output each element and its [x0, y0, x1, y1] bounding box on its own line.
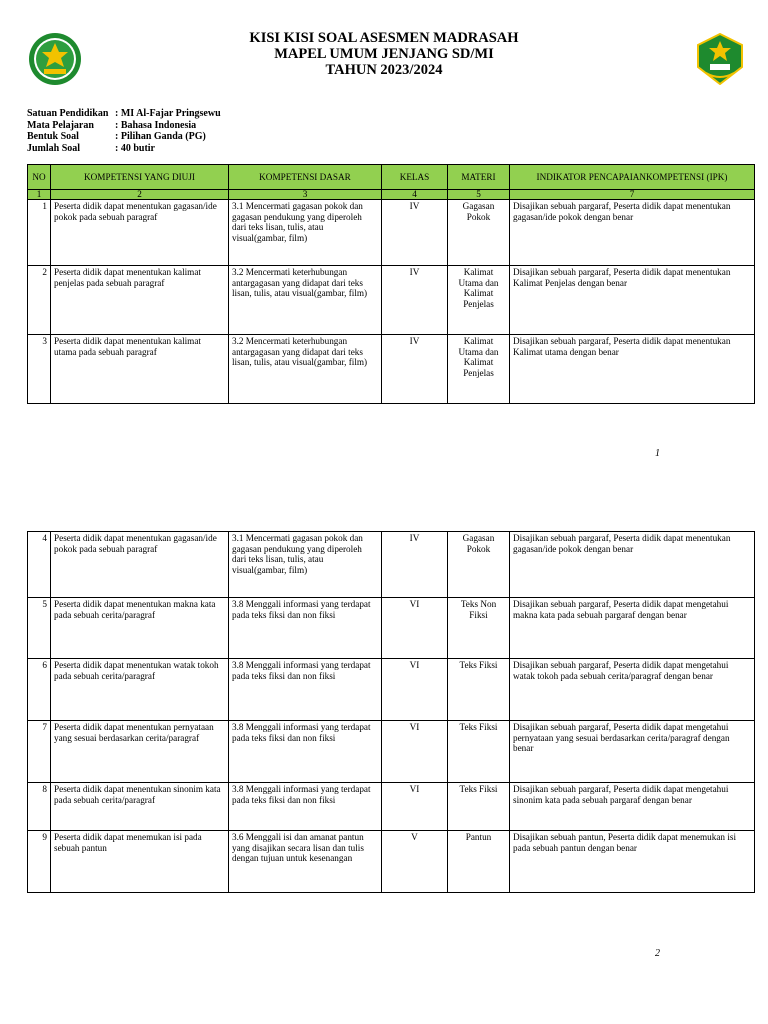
cell-materi: Teks Non Fiksi: [448, 598, 510, 659]
cell-materi: Kalimat Utama dan Kalimat Penjelas: [448, 266, 510, 335]
table-row: [28, 266, 755, 335]
table-row: [28, 598, 755, 659]
table-row: [28, 783, 755, 831]
cell-kompetensi: Peserta didik dapat menentukan kalimat penjelas pada sebuah paragraf: [51, 266, 229, 335]
cell-materi: Kalimat Utama dan Kalimat Penjelas: [448, 335, 510, 404]
kisi-table-page-2: [27, 531, 755, 893]
info-label: Bentuk Soal: [27, 131, 79, 142]
col-number: 7: [510, 190, 755, 200]
cell-materi: Teks Fiksi: [448, 783, 510, 831]
cell-kelas: V: [382, 831, 448, 893]
info-row: [27, 120, 221, 132]
cell-no: 4: [28, 532, 51, 598]
cell-kd: 3.1 Mencermati gagasan pokok dan gagasan pendukung yang diperoleh dari teks lisan, tulis, atau visual(gambar, film): [229, 200, 382, 266]
info-value: : MI Al-Fajar Pringsewu: [115, 108, 221, 119]
cell-kelas: VI: [382, 721, 448, 783]
cell-materi: Gagasan Pokok: [448, 200, 510, 266]
cell-ipk: Disajikan sebuah pargaraf, Peserta didik dapat mengetahui makna kata pada sebuah pargaraf dengan benar: [510, 598, 755, 659]
cell-kompetensi: Peserta didik dapat menentukan gagasan/ide pokok pada sebuah paragraf: [51, 532, 229, 598]
cell-kompetensi: Peserta didik dapat menentukan kalimat utama pada sebuah paragraf: [51, 335, 229, 404]
cell-kelas: IV: [382, 335, 448, 404]
column-number-row: [28, 190, 755, 200]
cell-kd: 3.8 Menggali informasi yang terdapat pada teks fiksi dan non fiksi: [229, 598, 382, 659]
page-number: 2: [655, 948, 660, 959]
cell-kd: 3.1 Mencermati gagasan pokok dan gagasan pendukung yang diperoleh dari teks lisan, tulis, atau visual(gambar, film): [229, 532, 382, 598]
cell-kelas: IV: [382, 200, 448, 266]
cell-no: 7: [28, 721, 51, 783]
cell-kompetensi: Peserta didik dapat menentukan sinonim kata pada sebuah cerita/paragraf: [51, 783, 229, 831]
cell-kelas: IV: [382, 532, 448, 598]
info-value: : Bahasa Indonesia: [115, 119, 197, 131]
cell-kelas: IV: [382, 266, 448, 335]
cell-kompetensi: Peserta didik dapat menemukan isi pada sebuah pantun: [51, 831, 229, 893]
cell-ipk: Disajikan sebuah pargaraf, Peserta didik dapat menentukan Kalimat Penjelas dengan benar: [510, 266, 755, 335]
info-row: [27, 143, 221, 155]
info-label: Satuan Pendidikan: [27, 108, 109, 119]
cell-ipk: Disajikan sebuah pargaraf, Peserta didik dapat menentukan gagasan/ide pokok dengan benar: [510, 532, 755, 598]
col-header-ipk: INDIKATOR PENCAPAIANKOMPETENSI (IPK): [510, 165, 755, 190]
table-header-row: [28, 165, 755, 190]
info-row: [27, 108, 221, 120]
cell-kompetensi: Peserta didik dapat menentukan makna kata pada sebuah cerita/paragraf: [51, 598, 229, 659]
cell-kelas: VI: [382, 659, 448, 721]
info-label: Jumlah Soal: [27, 142, 81, 154]
cell-kd: 3.8 Menggali informasi yang terdapat pada teks fiksi dan non fiksi: [229, 659, 382, 721]
cell-no: 8: [28, 783, 51, 831]
cell-materi: Gagasan Pokok: [448, 532, 510, 598]
table-row: [28, 200, 755, 266]
cell-ipk: Disajikan sebuah pargaraf, Peserta didik dapat menentukan Kalimat utama dengan benar: [510, 335, 755, 404]
cell-kd: 3.2 Mencermati keterhubungan antargagasan yang didapat dari teks lisan, tulis, atau visual(gambar, film): [229, 335, 382, 404]
col-header-no: NO: [28, 165, 51, 190]
cell-no: 3: [28, 335, 51, 404]
col-header-kd: KOMPETENSI DASAR: [229, 165, 382, 190]
info-block: [27, 108, 221, 154]
cell-kompetensi: Peserta didik dapat menentukan watak tokoh pada sebuah cerita/paragraf: [51, 659, 229, 721]
cell-materi: Pantun: [448, 831, 510, 893]
info-row: [27, 131, 221, 143]
cell-ipk: Disajikan sebuah pantun, Peserta didik dapat menemukan isi pada sebuah pantun dengan benar: [510, 831, 755, 893]
title-line-3: TAHUN 2023/2024: [325, 62, 443, 78]
page-number: 1: [655, 448, 660, 459]
col-number: 5: [448, 190, 510, 200]
title-line-2: MAPEL UMUM JENJANG SD/MI: [274, 46, 494, 62]
cell-ipk: Disajikan sebuah pargaraf, Peserta didik dapat menentukan gagasan/ide pokok dengan benar: [510, 200, 755, 266]
cell-ipk: Disajikan sebuah pargaraf, Peserta didik dapat mengetahui watak tokoh pada sebuah cerita/paragraf dengan benar: [510, 659, 755, 721]
info-label: Mata Pelajaran: [27, 119, 94, 131]
cell-kompetensi: Peserta didik dapat menentukan pernyataan yang sesuai berdasarkan cerita/paragraf: [51, 721, 229, 783]
cell-kd: 3.8 Menggali informasi yang terdapat pada teks fiksi dan non fiksi: [229, 783, 382, 831]
cell-no: 5: [28, 598, 51, 659]
col-number: 1: [28, 190, 51, 200]
cell-materi: Teks Fiksi: [448, 659, 510, 721]
cell-ipk: Disajikan sebuah pargaraf, Peserta didik dapat mengetahui pernyataan yang sesuai berdasarkan cerita/paragraf dengan benar: [510, 721, 755, 783]
cell-materi: Teks Fiksi: [448, 721, 510, 783]
cell-kelas: VI: [382, 783, 448, 831]
info-value: : 40 butir: [115, 142, 155, 154]
cell-kd: 3.2 Mencermati keterhubungan antargagasan yang didapat dari teks lisan, tulis, atau visual(gambar, film): [229, 266, 382, 335]
cell-ipk: Disajikan sebuah pargaraf, Peserta didik dapat mengetahui sinonim kata pada sebuah pargaraf dengan benar: [510, 783, 755, 831]
cell-no: 6: [28, 659, 51, 721]
col-header-kelas: KELAS: [382, 165, 448, 190]
table-row: [28, 335, 755, 404]
cell-no: 9: [28, 831, 51, 893]
table-row: [28, 532, 755, 598]
table-row: [28, 721, 755, 783]
info-value: : Pilihan Ganda (PG): [115, 131, 206, 142]
cell-kd: 3.8 Menggali informasi yang terdapat pada teks fiksi dan non fiksi: [229, 721, 382, 783]
cell-kompetensi: Peserta didik dapat menentukan gagasan/ide pokok pada sebuah paragraf: [51, 200, 229, 266]
cell-no: 1: [28, 200, 51, 266]
col-header-kompetensi: KOMPETENSI YANG DIUJI: [51, 165, 229, 190]
col-header-materi: MATERI: [448, 165, 510, 190]
col-number: 2: [51, 190, 229, 200]
title-line-1: KISI KISI SOAL ASESMEN MADRASAH: [249, 30, 519, 46]
col-number: 3: [229, 190, 382, 200]
table-row: [28, 831, 755, 893]
table-row: [28, 659, 755, 721]
kisi-table-page-1: [27, 164, 755, 404]
cell-kelas: VI: [382, 598, 448, 659]
cell-kd: 3.6 Menggali isi dan amanat pantun yang disajikan secara lisan dan tulis dengan tujuan untuk kesenangan: [229, 831, 382, 893]
cell-no: 2: [28, 266, 51, 335]
document-title: [0, 30, 768, 78]
col-number: 4: [382, 190, 448, 200]
